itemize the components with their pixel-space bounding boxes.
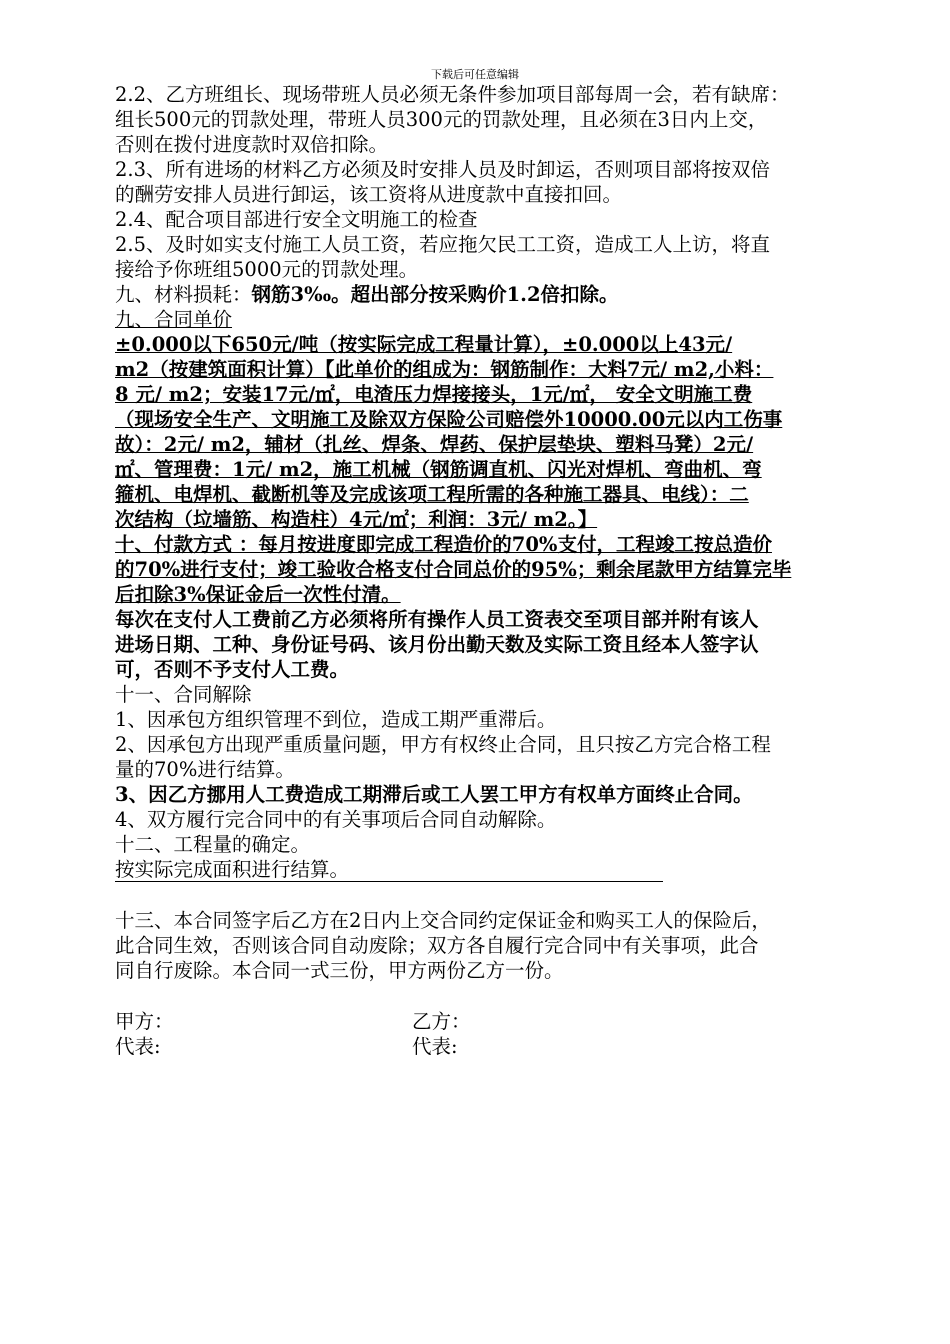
clause-line [115, 757, 870, 782]
clause-line [115, 107, 870, 132]
clause-line-bold-text: 钢筋3‰。超出部分按采购价1.2倍扣除。 [251, 283, 619, 306]
clause13-line-3: 同自行废除。本合同一式三份，甲方两份乙方一份。 [115, 959, 564, 982]
clause-line-text: 十二、工程量的确定。 [115, 833, 311, 856]
rep-a-label: 代表: [115, 1035, 161, 1058]
clause-line [115, 232, 870, 257]
clause-line-text: m2（按建筑面积计算）【此单价的组成为：钢筋制作：大料7元/ m2,小料： [115, 358, 774, 381]
contract-document [115, 82, 870, 1059]
spacer [115, 882, 870, 908]
clause-line-text: 十一、合同解除 [115, 683, 252, 706]
clause-line-text: 九、材料损耗： [115, 283, 252, 306]
clause-line [115, 632, 870, 657]
clause-line-text: 可，否则不予支付人工费。 [115, 658, 350, 681]
clause-line-text: 次结构（垃墙筋、构造柱）4元/㎡；利润：3元/ m2。】 [115, 508, 598, 531]
clause-line [115, 182, 870, 207]
signature-row-rep [115, 1034, 870, 1059]
party-a-label: 甲方： [115, 1010, 174, 1033]
clause-line-text: 2.3、所有进场的材料乙方必须及时安排人员及时卸运，否则项目部将按双倍 [115, 158, 771, 181]
clause-line [115, 657, 870, 682]
clause-line-text: 2.4、配合项目部进行安全文明施工的检查 [115, 208, 478, 231]
clause-line-text: 九、合同单价 [115, 308, 233, 331]
rep-b-label: 代表: [412, 1035, 458, 1058]
clause-line [115, 607, 870, 632]
clause-line-text: 2、因承包方出现严重质量问题，甲方有权终止合同，且只按乙方完合格工程 [115, 733, 771, 756]
clause-line [115, 782, 870, 807]
clause-line [115, 157, 870, 182]
clause-line [115, 732, 870, 757]
clause-line [115, 282, 870, 307]
clause-line-text: 2.5、及时如实支付施工人员工资，若应拖欠民工工资，造成工人上访，将直 [115, 233, 771, 256]
clause-line-text: 箍机、电焊机、截断机等及完成该项工程所需的各种施工器具、电线）：二 [115, 483, 749, 506]
clause-line [115, 132, 870, 157]
contract-clauses [115, 82, 870, 857]
clause-line-text: 十、付款方式 ：每月按进度即完成工程造价的70%支付，工程竣工按总造价 [115, 533, 772, 556]
clause-line [115, 557, 870, 582]
clause13-line-1: 十三、本合同签字后乙方在2日内上交合同约定保证金和购买工人的保险后， [115, 909, 771, 932]
clause-line-text: 后扣除3%保证金后一次性付清。 [115, 583, 401, 606]
clause-line [115, 357, 870, 382]
clause-line-text: 8 元/ m2；安装17元/㎡，电渣压力焊接接头，1元/㎡， 安全文明施工费 [115, 383, 753, 406]
download-note: 下载后可任意编辑 [431, 68, 519, 81]
clause-line-text: 1、因承包方组织管理不到位，造成工期严重滞后。 [115, 708, 557, 731]
signature-row-party [115, 1009, 870, 1034]
settlement-line [115, 857, 870, 882]
clause-line-text: （现场安全生产、文明施工及除双方保险公司赔偿外10000.00元以内工伤事 [115, 408, 783, 431]
clause-line [115, 382, 870, 407]
clause-line-text: 组长500元的罚款处理，带班人员300元的罚款处理，且必须在3日内上交， [115, 108, 768, 131]
clause-line-text: 的酬劳安排人员进行卸运，该工资将从进度款中直接扣回。 [115, 183, 623, 206]
clause-line-text: 每次在支付人工费前乙方必须将所有操作人员工资表交至项目部并附有该人 [115, 608, 759, 631]
clause-line-text: 进场日期、工种、身份证号码、该月份出勤天数及实际工资且经本人签字认 [115, 633, 759, 656]
clause-line-text: 否则在拨付进度款时双倍扣除。 [115, 133, 389, 156]
clause-line [115, 532, 870, 557]
clause-line-text: ㎡、管理费：1元/ m2，施工机械（钢筋调直机、闪光对焊机、弯曲机、弯 [115, 458, 762, 481]
clause-line [115, 482, 870, 507]
clause-line [115, 807, 870, 832]
clause-line-text: 的70%进行支付；竣工验收合格支付合同总价的95%；剩余尾款甲方结算完毕 [115, 558, 792, 581]
clause-line [115, 507, 870, 532]
clause-line-text: 4、双方履行完合同中的有关事项后合同自动解除。 [115, 808, 557, 831]
clause-line [115, 707, 870, 732]
spacer [115, 983, 870, 1009]
clause-line [115, 832, 870, 857]
clause-line-text: 3、因乙方挪用人工费造成工期滞后或工人罢工甲方有权单方面终止合同。 [115, 783, 753, 806]
party-b-label: 乙方： [412, 1010, 471, 1033]
clause-line [115, 432, 870, 457]
clause-line-text: 量的70%进行结算。 [115, 758, 295, 781]
clause-line [115, 307, 870, 332]
clause-line-text: ±0.000以下650元/吨（按实际完成工程量计算），±0.000以上43元/ [115, 333, 733, 356]
clause-line [115, 407, 870, 432]
clause-line [115, 257, 870, 282]
clause-line [115, 457, 870, 482]
clause-line-text: 2.2、乙方班组长、现场带班人员必须无条件参加项目部每周一会，若有缺席： [115, 83, 790, 106]
clause-line [115, 82, 870, 107]
clause-line [115, 682, 870, 707]
settlement-text: 按实际完成面积进行结算。 [115, 857, 663, 882]
clause-line-text: 故）：2元/ m2，辅材（扎丝、焊条、焊药、保护层垫块、塑料马凳）2元/ [115, 433, 754, 456]
clause-line [115, 582, 870, 607]
clause-line [115, 207, 870, 232]
clause13-line-2: 此合同生效，否则该合同自动废除；双方各自履行完合同中有关事项，此合 [115, 934, 759, 957]
clause-line-text: 接给予你班组5000元的罚款处理。 [115, 258, 419, 281]
clause-line [115, 332, 870, 357]
